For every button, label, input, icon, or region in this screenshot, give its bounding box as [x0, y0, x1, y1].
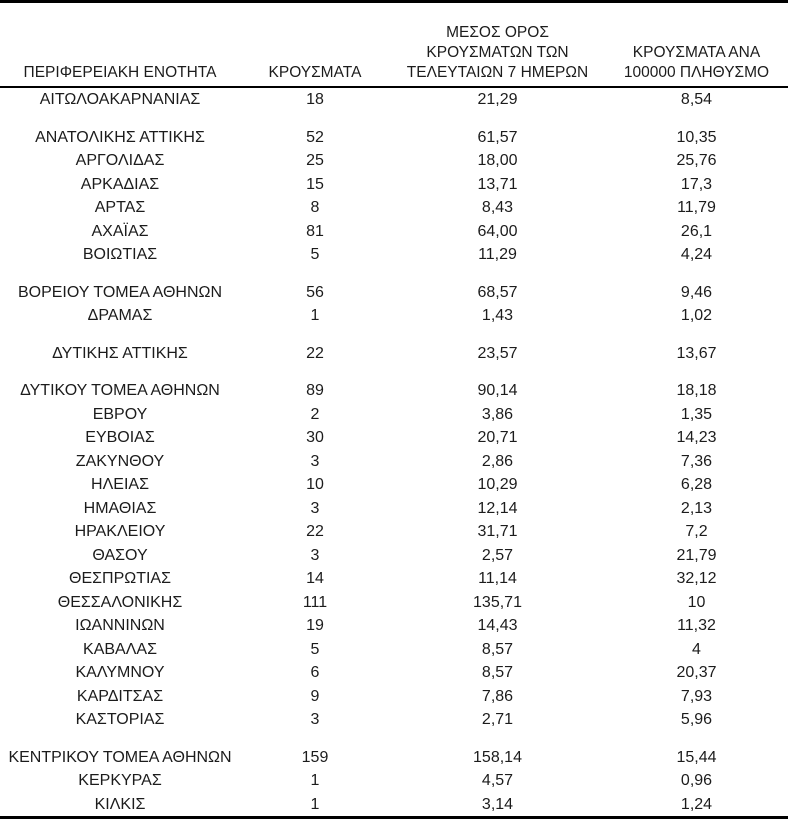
table-row: [0, 379, 788, 403]
table-row: [0, 342, 788, 366]
per-100k-cell: 10,35: [676, 128, 717, 146]
per-100k-cell: 5,96: [680, 711, 713, 729]
spacer-row: [0, 732, 788, 746]
avg-7day-cell: 8,57: [481, 640, 514, 658]
table-row: [0, 243, 788, 267]
table-row: [0, 746, 788, 770]
per-100k-cell: 21,79: [676, 546, 717, 564]
per-100k-cell: 20,37: [676, 664, 717, 682]
cases-cell: 5: [310, 640, 320, 658]
region-cell: ΚΕΝΤΡΙΚΟΥ ΤΟΜΕΑ ΑΘΗΝΩΝ: [8, 748, 232, 766]
cases-cell: 15: [306, 175, 324, 193]
table-row: [0, 638, 788, 662]
column-header-cases-label: ΚΡΟΥΣΜΑΤΑ: [268, 64, 362, 81]
avg-7day-cell: 23,57: [477, 344, 518, 362]
cases-cell: 9: [310, 687, 320, 705]
table-body: [0, 88, 788, 816]
column-header-region-unit-label: ΠΕΡΙΦΕΡΕΙΑΚΗ ΕΝΟΤΗΤΑ: [23, 64, 217, 81]
cases-cell: 3: [310, 546, 320, 564]
cases-cell: 3: [310, 499, 320, 517]
avg-7day-cell: 31,71: [477, 523, 518, 541]
cases-cell: 5: [310, 246, 320, 264]
per-100k-cell: 1,24: [680, 795, 713, 813]
region-cell: ΕΥΒΟΙΑΣ: [85, 429, 155, 447]
table-row: [0, 520, 788, 544]
region-cell: ΑΡΓΟΛΙΔΑΣ: [75, 152, 165, 170]
cases-cell: 3: [310, 711, 320, 729]
region-cell: ΑΝΑΤΟΛΙΚΗΣ ΑΤΤΙΚΗΣ: [35, 128, 205, 146]
column-header-7day-average-line1: ΜΕΣΟΣ ΟΡΟΣ: [446, 24, 549, 41]
table-row: [0, 473, 788, 497]
region-cell: ΑΡΤΑΣ: [94, 199, 146, 217]
table-row: [0, 304, 788, 328]
per-100k-cell: 25,76: [676, 152, 717, 170]
cases-cell: 3: [310, 452, 320, 470]
table-row: [0, 426, 788, 450]
region-cell: ΘΑΣΟΥ: [92, 546, 148, 564]
region-cell: ΒΟΡΕΙΟΥ ΤΟΜΕΑ ΑΘΗΝΩΝ: [17, 283, 223, 301]
column-header-7day-average-line3: ΤΕΛΕΥΤΑΙΩΝ 7 ΗΜΕΡΩΝ: [406, 64, 589, 81]
avg-7day-cell: 8,57: [481, 664, 514, 682]
region-cell: ΑΙΤΩΛΟΑΚΑΡΝΑΝΙΑΣ: [39, 91, 201, 109]
avg-7day-cell: 64,00: [477, 222, 518, 240]
avg-7day-cell: 20,71: [477, 429, 518, 447]
region-cell: ΗΡΑΚΛΕΙΟΥ: [74, 523, 166, 541]
avg-7day-cell: 90,14: [477, 382, 518, 400]
per-100k-cell: 4: [692, 640, 701, 658]
column-header-cases-per-100k-line2: 100000 ΠΛΗΘΥΣΜΟ: [623, 64, 770, 81]
per-100k-cell: 2,13: [680, 499, 713, 517]
avg-7day-cell: 68,57: [477, 283, 518, 301]
avg-7day-cell: 10,29: [477, 476, 518, 494]
region-cell: ΗΜΑΘΙΑΣ: [83, 499, 157, 517]
cases-cell: 6: [310, 664, 320, 682]
per-100k-cell: 8,54: [680, 91, 713, 109]
table-row: [0, 708, 788, 732]
cases-cell: 14: [306, 570, 324, 588]
cases-cell: 19: [306, 617, 324, 635]
avg-7day-cell: 2,86: [481, 452, 514, 470]
region-cell: ΖΑΚΥΝΘΟΥ: [75, 452, 165, 470]
table-row: [0, 769, 788, 793]
region-cell: ΘΕΣΣΑΛΟΝΙΚΗΣ: [57, 593, 183, 611]
table-row: [0, 88, 788, 112]
table-row: [0, 173, 788, 197]
table-row: [0, 149, 788, 173]
region-cell: ΚΑΣΤΟΡΙΑΣ: [75, 711, 165, 729]
per-100k-cell: 15,44: [676, 748, 717, 766]
cases-cell: 1: [310, 795, 320, 813]
column-header-7day-average: [390, 23, 605, 86]
column-header-cases-per-100k-line1: ΚΡΟΥΣΜΑΤΑ ΑΝΑ: [632, 44, 761, 61]
column-header-cases: [240, 63, 390, 86]
per-100k-cell: 11,32: [677, 617, 716, 635]
table-row: [0, 220, 788, 244]
avg-7day-cell: 21,29: [477, 91, 518, 109]
avg-7day-cell: 14,43: [477, 617, 518, 635]
region-cell: ΗΛΕΙΑΣ: [91, 476, 149, 494]
table-row: [0, 661, 788, 685]
region-cell: ΙΩΑΝΝΙΝΩΝ: [75, 617, 165, 635]
region-cell: ΚΕΡΚΥΡΑΣ: [78, 772, 162, 790]
cases-cell: 18: [306, 91, 324, 109]
column-header-cases-per-100k: [605, 43, 788, 86]
cases-cell: 1: [310, 307, 320, 325]
table-row: [0, 544, 788, 568]
per-100k-cell: 1,35: [680, 405, 713, 423]
table-row: [0, 614, 788, 638]
cases-cell: 81: [306, 222, 324, 240]
cases-cell: 1: [310, 772, 320, 790]
region-cell: ΔΥΤΙΚΗΣ ΑΤΤΙΚΗΣ: [52, 344, 188, 362]
cases-cell: 159: [301, 748, 329, 766]
avg-7day-cell: 4,57: [481, 772, 514, 790]
avg-7day-cell: 12,14: [477, 499, 518, 517]
avg-7day-cell: 7,86: [481, 687, 514, 705]
avg-7day-cell: 61,57: [477, 128, 518, 146]
cases-cell: 30: [306, 429, 324, 447]
table-header-row: [0, 3, 788, 88]
spacer-row: [0, 112, 788, 126]
region-cell: ΚΙΛΚΙΣ: [94, 795, 146, 813]
table-row: [0, 450, 788, 474]
table-row: [0, 281, 788, 305]
region-cell: ΚΑΒΑΛΑΣ: [83, 640, 157, 658]
region-cell: ΕΒΡΟΥ: [92, 405, 148, 423]
avg-7day-cell: 2,57: [481, 546, 514, 564]
cases-cell: 2: [310, 405, 320, 423]
avg-7day-cell: 3,14: [481, 795, 514, 813]
cases-cell: 10: [306, 476, 324, 494]
region-cell: ΑΡΚΑΔΙΑΣ: [80, 175, 160, 193]
region-cell: ΒΟΙΩΤΙΑΣ: [82, 246, 158, 264]
table-row: [0, 126, 788, 150]
spacer-row: [0, 328, 788, 342]
avg-7day-cell: 158,14: [473, 748, 522, 766]
per-100k-cell: 7,93: [680, 687, 713, 705]
per-100k-cell: 1,02: [680, 307, 713, 325]
per-100k-cell: 14,23: [676, 429, 717, 447]
spacer-row: [0, 365, 788, 379]
region-cell: ΚΑΛΥΜΝΟΥ: [75, 664, 165, 682]
cases-cell: 22: [306, 344, 324, 362]
avg-7day-cell: 3,86: [481, 405, 514, 423]
per-100k-cell: 7,2: [685, 523, 708, 541]
per-100k-cell: 11,79: [677, 199, 716, 217]
table-row: [0, 497, 788, 521]
avg-7day-cell: 11,29: [478, 246, 517, 264]
per-100k-cell: 26,1: [680, 222, 713, 240]
region-cell: ΑΧΑΪΑΣ: [91, 222, 149, 240]
cases-cell: 56: [306, 283, 324, 301]
per-100k-cell: 17,3: [680, 175, 713, 193]
avg-7day-cell: 1,43: [481, 307, 514, 325]
per-100k-cell: 32,12: [676, 570, 717, 588]
avg-7day-cell: 8,43: [481, 199, 514, 217]
table-row: [0, 591, 788, 615]
table-row: [0, 685, 788, 709]
per-100k-cell: 6,28: [680, 476, 713, 494]
avg-7day-cell: 135,71: [473, 593, 522, 611]
table-row: [0, 196, 788, 220]
per-100k-cell: 7,36: [680, 452, 713, 470]
cases-cell: 111: [302, 593, 328, 611]
region-cell: ΔΥΤΙΚΟΥ ΤΟΜΕΑ ΑΘΗΝΩΝ: [20, 382, 220, 400]
per-100k-cell: 4,24: [680, 246, 713, 264]
avg-7day-cell: 18,00: [477, 152, 518, 170]
region-cell: ΚΑΡΔΙΤΣΑΣ: [76, 687, 164, 705]
cases-cell: 25: [306, 152, 324, 170]
cases-cell: 52: [306, 128, 324, 146]
spacer-row: [0, 267, 788, 281]
avg-7day-cell: 13,71: [477, 175, 518, 193]
table-row: [0, 403, 788, 427]
table-row: [0, 567, 788, 591]
avg-7day-cell: 11,14: [478, 570, 517, 588]
column-header-7day-average-line2: ΚΡΟΥΣΜΑΤΩΝ ΤΩΝ: [426, 44, 569, 61]
per-100k-cell: 13,67: [676, 344, 717, 362]
table-row: [0, 793, 788, 817]
per-100k-cell: 9,46: [680, 283, 713, 301]
region-cell: ΔΡΑΜΑΣ: [87, 307, 153, 325]
per-100k-cell: 0,96: [680, 772, 713, 790]
column-header-region-unit: [0, 63, 240, 86]
region-cell: ΘΕΣΠΡΩΤΙΑΣ: [69, 570, 171, 588]
avg-7day-cell: 2,71: [481, 711, 514, 729]
per-100k-cell: 10: [687, 593, 706, 611]
cases-cell: 89: [306, 382, 324, 400]
cases-cell: 8: [310, 199, 320, 217]
per-100k-cell: 18,18: [676, 382, 717, 400]
cases-cell: 22: [306, 523, 324, 541]
